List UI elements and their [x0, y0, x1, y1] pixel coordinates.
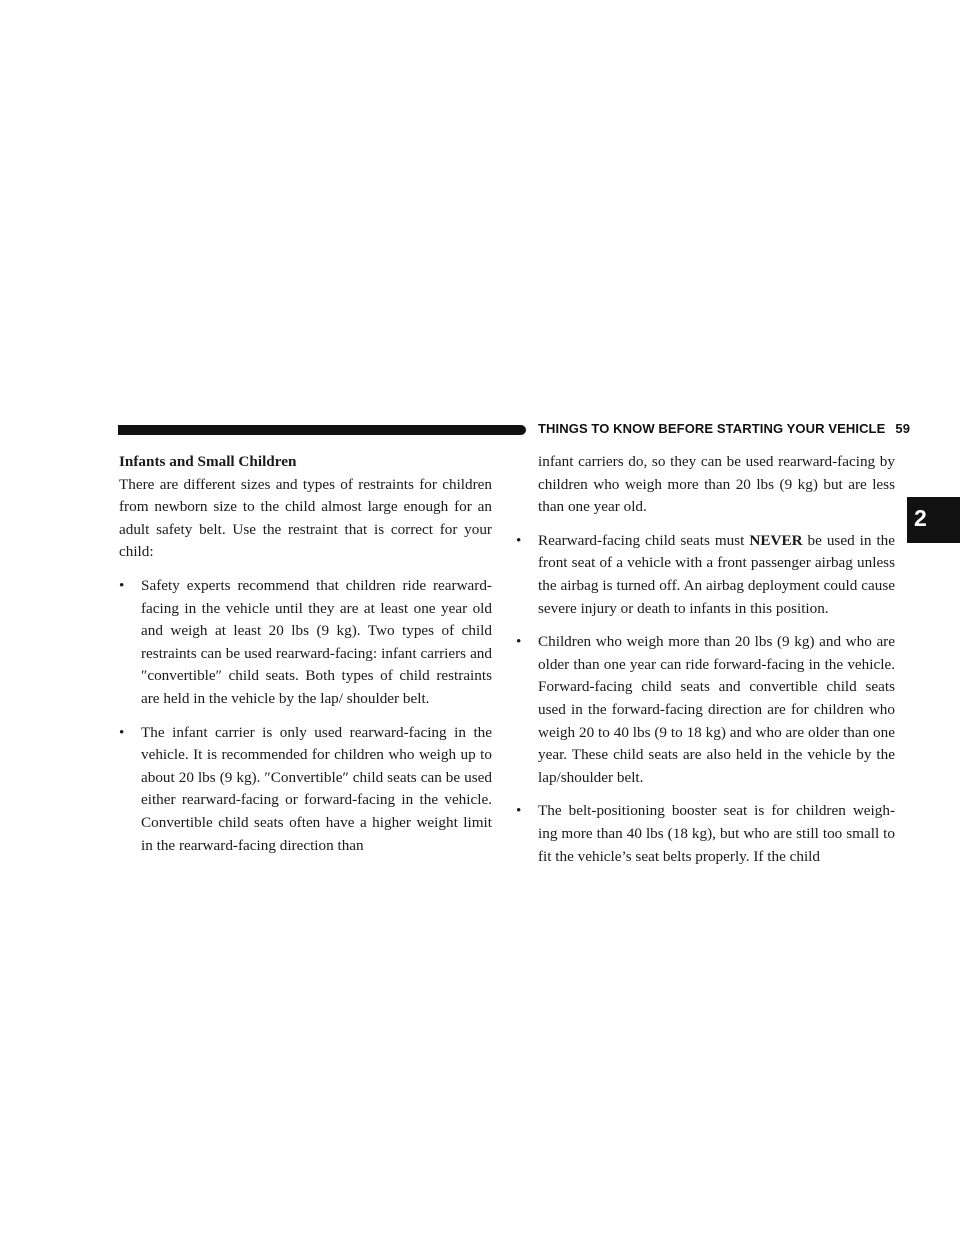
header-rule	[118, 425, 526, 435]
running-header	[538, 421, 910, 436]
bullet-icon: •	[119, 723, 125, 741]
list-item	[516, 530, 895, 620]
bullet-icon: •	[516, 633, 522, 651]
list-item	[119, 722, 492, 858]
continued-paragraph: infant carriers do, so they can be used rearward-facing by children who weigh more than 20 lbs (9 kg) but are less than one year old.	[538, 453, 895, 516]
list-item-text: The infant carrier is only used rearward-facing in the vehicle. It is recommended for children who weigh up to about 20 lbs (9 kg). ″Convertible″ child seats can be used either rearward-facing or forward-facing in the vehicle. Convertible child seats often have a higher weight limit in the rearward-facing direction than	[141, 723, 492, 854]
emphasis-never: NEVER	[749, 531, 803, 549]
list-item	[516, 800, 895, 868]
bullet-icon: •	[516, 531, 522, 549]
section-heading: Infants and Small Children	[119, 453, 297, 470]
list-item-text: Rearward-facing child seats must NEVER be used in the front seat of a vehicle with a front passenger airbag unless the airbag is turned off. An airbag deployment could cause severe injury or death to infants in this position.	[538, 531, 895, 617]
bullet-list-right	[516, 530, 895, 868]
bullet-icon: •	[516, 802, 522, 820]
list-item-text: Safety experts recommend that children ride rearward-facing in the vehicle until they are at least one year old and weigh at least 20 lbs (9 kg). Two types of child restraints can be used rearward-facing: infant carriers and ″convertible″ child seats. Both types of child restraints are held in the vehicle by the lap/ shoulder belt.	[141, 576, 492, 707]
list-item	[119, 575, 492, 711]
intro-paragraph: There are different sizes and types of restraints for children from newborn size to the child almost large enough for an adult safety belt. Use the restraint that is correct for your child:	[119, 475, 492, 561]
bullet-icon: •	[119, 576, 125, 594]
page-number: 59	[895, 421, 911, 436]
list-item	[516, 631, 895, 789]
list-item-text: The belt-positioning booster seat is for children weigh- ing more than 40 lbs (18 kg), but who are still too small to fit the vehicle’s seat belts properly. If the child	[538, 802, 895, 865]
chapter-tab: 2	[907, 497, 960, 543]
section-title: THINGS TO KNOW BEFORE STARTING YOUR VEHICLE	[538, 421, 886, 436]
left-column	[119, 451, 492, 857]
bullet-list-left	[119, 575, 492, 857]
right-column	[516, 451, 895, 868]
list-item-text: Children who weigh more than 20 lbs (9 kg) and who are older than one year can ride forward-facing in the vehicle. Forward-facing child seats and convertible child seats used in the forward-facing direction are for children who weigh 20 to 40 lbs (9 to 18 kg) and who are older than one year. These child seats are also held in the vehicle by the lap/shoulder belt.	[538, 633, 895, 786]
